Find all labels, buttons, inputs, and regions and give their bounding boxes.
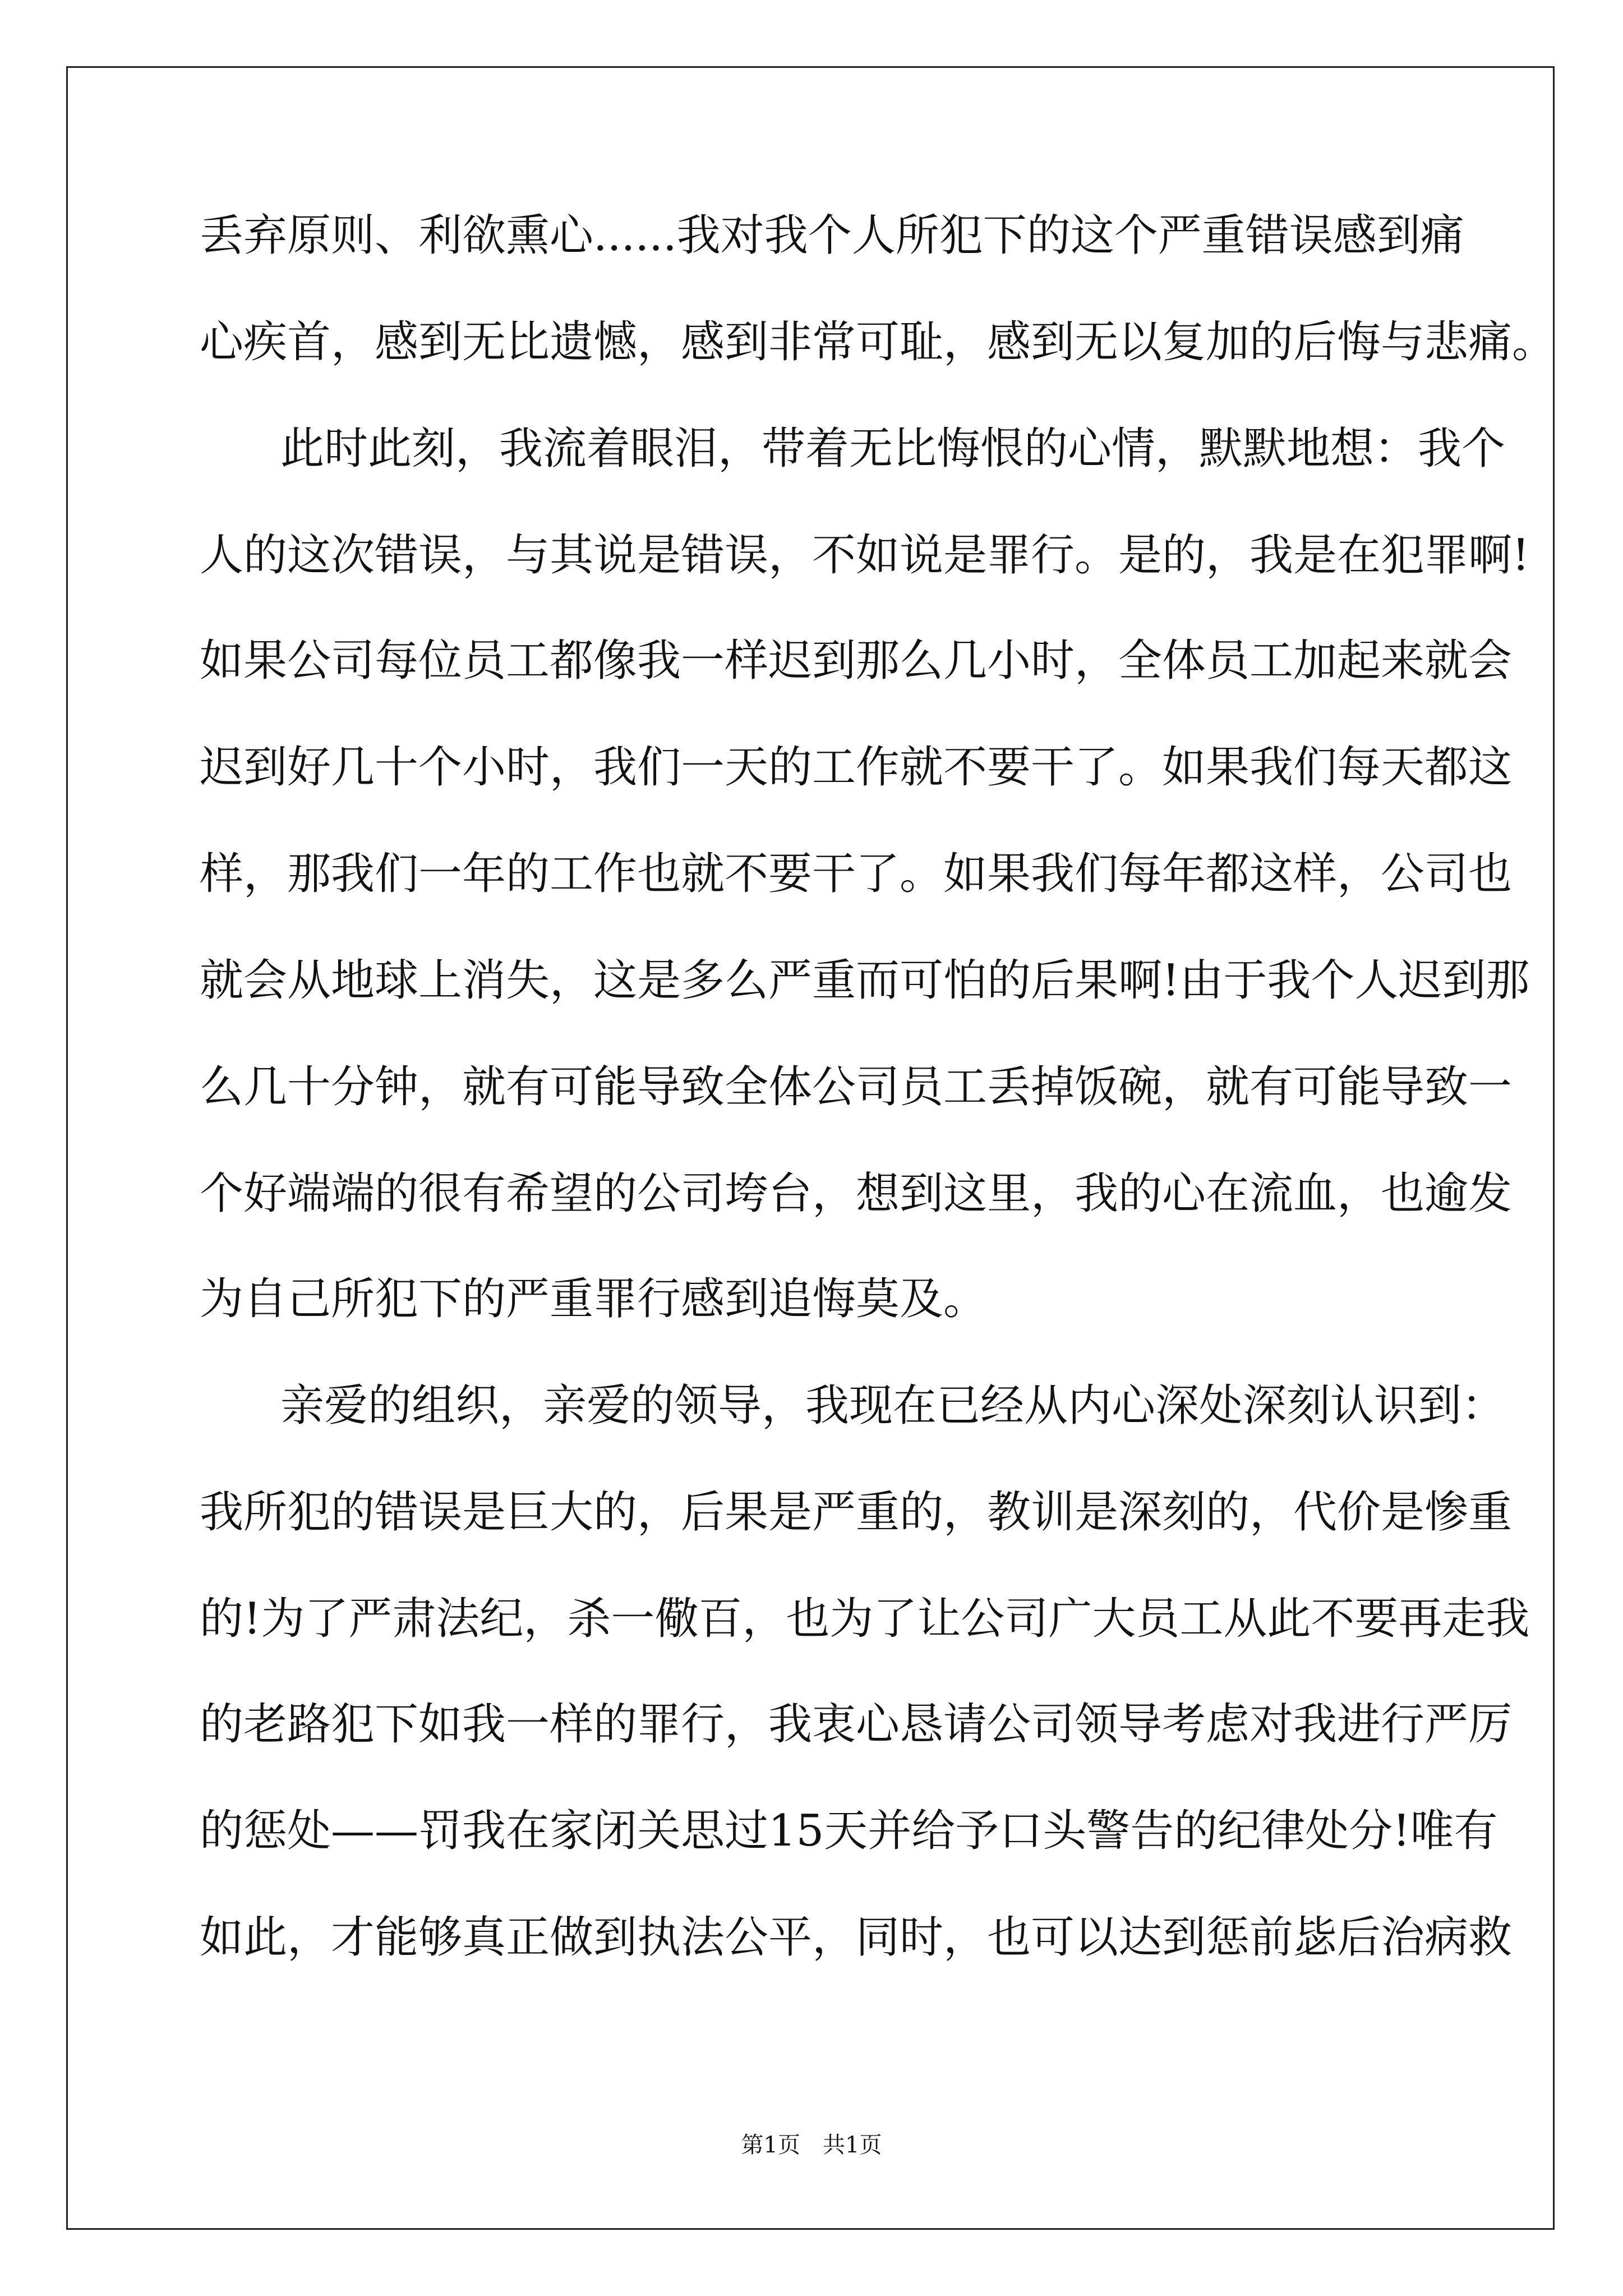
text-line: 为自己所犯下的严重罪行感到追悔莫及。: [200, 1274, 988, 1324]
text-line: 个好端端的很有希望的公司垮台，想到这里，我的心在流血，也逾发: [200, 1168, 1513, 1219]
page-number-current: 第1页: [741, 2132, 800, 2158]
text-line: 如此，才能够真正做到执法公平，同时，也可以达到惩前毖后治病救: [200, 1912, 1513, 1963]
text-line: 亲爱的组织，亲爱的领导，我现在已经从内心深处深刻认识到：: [280, 1381, 1506, 1431]
text-line: 如果公司每位员工都像我一样迟到那么几小时，全体员工加起来就会: [200, 636, 1513, 686]
text-line: 迟到好几十个小时，我们一天的工作就不要干了。如果我们每天都这: [200, 742, 1513, 793]
page-footer: [0, 2129, 1623, 2161]
text-line: 丢弃原则、利欲熏心......我对我个人所犯下的这个严重错误感到痛: [200, 210, 1464, 261]
page-number-total: 共1页: [823, 2132, 882, 2158]
text-line: 此时此刻，我流着眼泪，带着无比悔恨的心情，默默地想：我个: [280, 424, 1506, 474]
text-line: 就会从地球上消失，这是多么严重而可怕的后果啊!由于我个人迟到那: [200, 955, 1530, 1006]
text-line: 样，那我们一年的工作也就不要干了。如果我们每年都这样，公司也: [200, 849, 1513, 899]
text-line: 我所犯的错误是巨大的，后果是严重的，教训是深刻的，代价是惨重: [200, 1487, 1513, 1538]
text-line: 的惩处——罚我在家闭关思过15天并给予口头警告的纪律处分!唯有: [200, 1806, 1498, 1856]
text-line: 么几十分钟，就有可能导致全体公司员工丢掉饭碗，就有可能导致一: [200, 1062, 1513, 1112]
text-line: 人的这次错误，与其说是错误，不如说是罪行。是的，我是在犯罪啊!: [200, 530, 1530, 581]
page-border: [66, 66, 1555, 2230]
text-line: 心疾首，感到无比遗憾，感到非常可耻，感到无以复加的后悔与悲痛。: [200, 317, 1556, 367]
text-line: 的老路犯下如我一样的罪行，我衷心恳请公司领导考虑对我进行严厉: [200, 1699, 1513, 1750]
text-line: 的!为了严肃法纪，杀一儆百，也为了让公司广大员工从此不要再走我: [200, 1594, 1530, 1644]
